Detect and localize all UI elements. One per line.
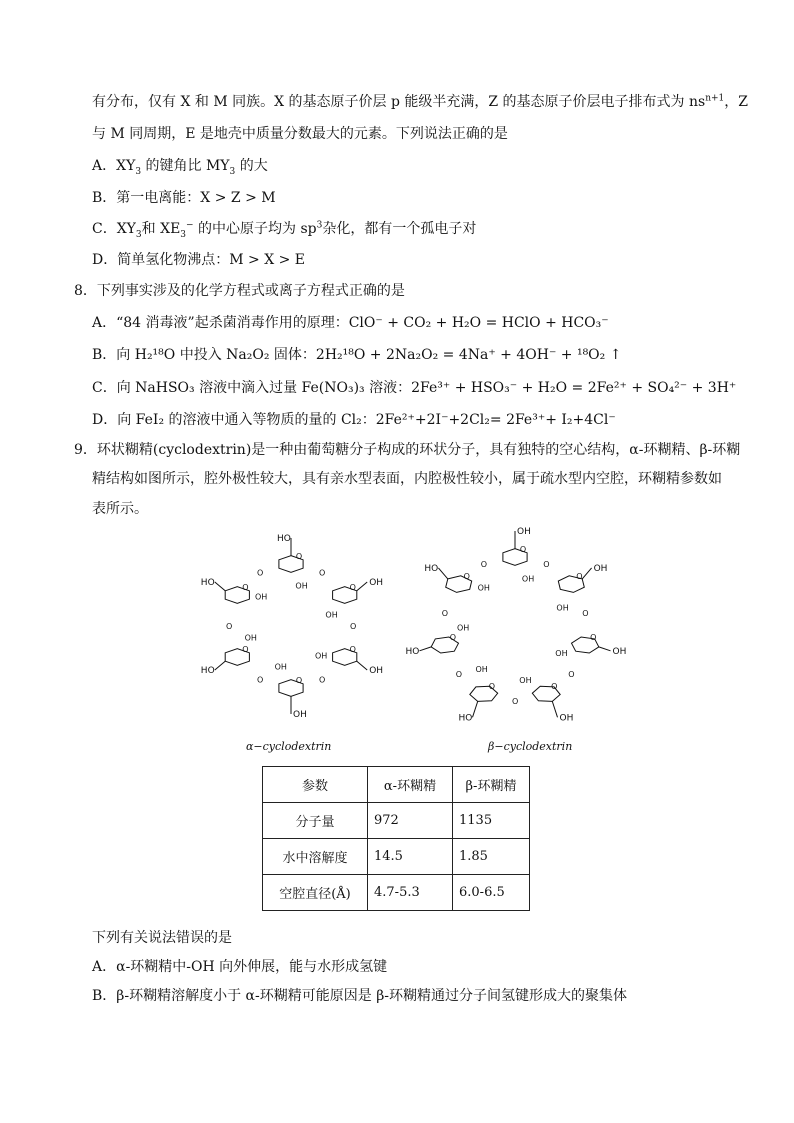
hydroxyl-label: HO (200, 578, 215, 588)
table-row (263, 875, 530, 911)
ring-oxygen-label: O (349, 583, 356, 593)
table-header-row (263, 767, 530, 803)
hydroxymethyl-bond (552, 701, 557, 717)
glycosidic-oxygen-label: O (441, 609, 449, 618)
table-cell: 分子量 (263, 803, 368, 839)
q8-option-a: A．“84 消毒液”起杀菌消毒作用的原理：ClO⁻ + CO₂ + H₂O = HClO + HCO₃⁻ (92, 315, 609, 331)
ring-oxygen-label: O (449, 633, 456, 643)
hydroxyl-label: HO (405, 646, 420, 657)
hydroxyl-label: OH (559, 713, 574, 724)
ring-oxygen-label: O (295, 552, 303, 562)
q8-stem: 8．下列事实涉及的化学方程式或离子方程式正确的是 (74, 283, 405, 299)
hydroxyl-label: OH (315, 651, 328, 661)
hydroxyl-label: OH (293, 710, 307, 720)
glycosidic-oxygen-label: O (226, 622, 233, 631)
hydroxyl-label: OH (475, 664, 488, 674)
ring-oxygen-label: O (242, 583, 249, 593)
hydroxyl-label: OH (255, 592, 268, 602)
beta-cyclodextrin-structure (402, 520, 628, 738)
glycosidic-oxygen-label: O (257, 675, 264, 685)
hydroxyl-label: OH (593, 563, 608, 574)
glycosidic-oxygen-label: O (543, 560, 550, 570)
hydroxyl-label: OH (369, 666, 384, 676)
glycosidic-oxygen-label: O (512, 697, 519, 706)
glycosidic-oxygen-label: O (319, 675, 326, 685)
glycosidic-oxygen-label: O (568, 669, 575, 679)
hydroxyl-label: OH (555, 648, 568, 658)
q9-option-b: B．β-环糊精溶解度小于 α-环糊精可能原因是 β-环糊精通过分子间氢键形成大的聚集体 (92, 988, 628, 1004)
q9-ask: 下列有关说法错误的是 (92, 930, 232, 946)
hydroxyl-label: OH (521, 574, 535, 584)
table-header-cell: α-环糊精 (368, 767, 453, 803)
hydroxymethyl-bond (215, 582, 225, 591)
hydroxyl-label: OH (274, 662, 287, 672)
glycosidic-oxygen-label: O (455, 669, 462, 679)
hydroxymethyl-bond (599, 647, 611, 651)
hydroxymethyl-bond (420, 647, 432, 651)
alpha-cyclodextrin-label: α−cyclodextrin (246, 740, 332, 753)
q8-option-d: D．向 FeI₂ 的溶液中通入等物质的量的 Cl₂：2Fe²⁺+2I⁻+2Cl₂= 2Fe³⁺+ I₂+4Cl⁻ (92, 412, 616, 428)
hydroxyl-label: OH (325, 610, 338, 620)
table-cell: 1.85 (453, 839, 530, 875)
q7-option-a: A．$XY_3$ 的键角比 $MY_3$ 的大 (92, 158, 268, 177)
q9-stem-line1: 9．环状糊精(cyclodextrin)是一种由葡萄糖分子构成的环状分子，具有独特的空心结构，α-环糊精、β-环糊 (74, 442, 741, 458)
q8-option-b: B．向 H₂¹⁸O 中投入 Na₂O₂ 固体：2H₂¹⁸O + 2Na₂O₂ = 4Na⁺ + 4OH⁻ + ¹⁸O₂ ↑ (92, 347, 622, 363)
ring-oxygen-label: O (576, 572, 583, 582)
hydroxyl-label: OH (457, 623, 470, 633)
glycosidic-oxygen-label: O (257, 568, 264, 578)
table-cell: 14.5 (368, 839, 453, 875)
alpha-cyclodextrin-structure (186, 526, 396, 726)
hydroxymethyl-bond (582, 568, 591, 579)
ring-oxygen-label: O (242, 645, 249, 655)
q9-stem-line2: 精结构如图所示，腔外极性较大，具有亲水型表面，内腔极性较小，属于疏水型内空腔，环糊精参数如 (92, 471, 722, 487)
ring-oxygen-label: O (349, 645, 356, 655)
hydroxyl-label: OH (244, 633, 257, 643)
table-cell: 1135 (453, 803, 530, 839)
table-cell: 972 (368, 803, 453, 839)
ring-oxygen-label: O (519, 545, 527, 555)
cyclodextrin-parameter-table (262, 766, 530, 911)
hydroxyl-label: HO (458, 713, 473, 724)
q9-option-a: A．α-环糊精中-OH 向外伸展，能与水形成氢键 (92, 959, 388, 975)
q7-option-d: D．简单氢化物沸点：M > X > E (92, 252, 306, 268)
ring-oxygen-label: O (463, 572, 470, 582)
glycosidic-oxygen-label: O (350, 622, 357, 631)
glycosidic-oxygen-label: O (480, 560, 488, 570)
table-cell: 空腔直径(Å) (263, 875, 368, 911)
ring-oxygen-label: O (488, 682, 495, 691)
hydroxymethyl-bond (215, 661, 225, 670)
hydroxyl-label: OH (519, 676, 532, 685)
beta-cyclodextrin-label: β−cyclodextrin (488, 740, 573, 753)
q9-stem-line3: 表所示。 (92, 501, 148, 517)
hydroxyl-label: HO (277, 534, 291, 544)
table-row (263, 839, 530, 875)
q7-option-c: C．$XY_3$和 $XE_3^-$ 的中心原子均为 $sp^3$杂化，都有一个孤电子对 (92, 220, 477, 240)
hydroxymethyl-bond (438, 568, 447, 579)
hydroxyl-label: HO (424, 563, 439, 574)
table-header-cell: β-环糊精 (453, 767, 530, 803)
table-cell: 6.0-6.5 (453, 875, 530, 911)
glycosidic-oxygen-label: O (319, 568, 326, 578)
hydroxyl-label: OH (612, 646, 627, 657)
glycosidic-oxygen-label: O (582, 609, 589, 618)
hydroxyl-label: OH (369, 578, 384, 588)
hydroxyl-label: OH (556, 603, 569, 613)
q7-stem-line1: 有分布，仅有 X 和 M 同族。X 的基态原子价层 p 能级半充满，Z 的基态原子价层电子排布式为 $ns^{n+1}$，Z (92, 93, 749, 110)
ring-oxygen-label: O (295, 676, 303, 686)
hydroxyl-label: OH (517, 527, 531, 537)
q8-option-c: C．向 NaHSO₃ 溶液中滴入过量 Fe(NO₃)₃ 溶液：2Fe³⁺ + HSO₃⁻ + H₂O = 2Fe²⁺ + SO₄²⁻ + 3H⁺ (92, 380, 737, 396)
table-cell: 水中溶解度 (263, 839, 368, 875)
q7-stem-line2: 与 M 同周期，E 是地壳中质量分数最大的元素。下列说法正确的是 (92, 126, 508, 142)
hydroxymethyl-bond (473, 701, 478, 717)
hydroxymethyl-bond (357, 661, 367, 670)
table-cell: 4.7-5.3 (368, 875, 453, 911)
table-row (263, 803, 530, 839)
hydroxyl-label: OH (477, 583, 490, 593)
table-header-cell: 参数 (263, 767, 368, 803)
hydroxyl-label: OH (295, 581, 308, 591)
hydroxymethyl-bond (357, 582, 367, 591)
q7-option-b: B．第一电离能：X > Z > M (92, 190, 276, 206)
hydroxyl-label: HO (200, 666, 215, 676)
ring-oxygen-label: O (551, 682, 558, 691)
ring-oxygen-label: O (590, 633, 597, 643)
